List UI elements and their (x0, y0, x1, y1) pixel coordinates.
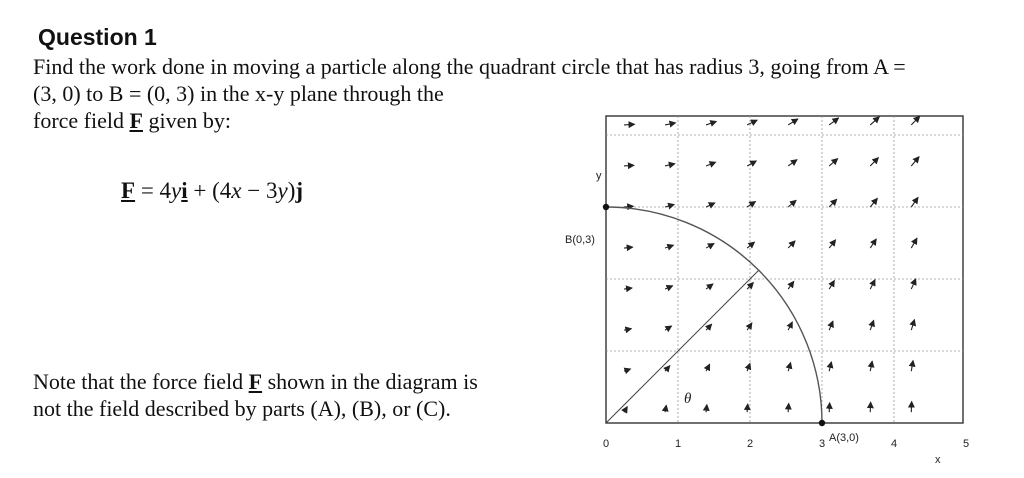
field-arrow (624, 288, 632, 289)
question-line-3-prefix: force field (33, 108, 130, 133)
formula-eq: = 4 (135, 178, 172, 203)
field-arrow (706, 244, 714, 248)
x-tick-label: 1 (675, 438, 682, 450)
field-arrow (911, 238, 917, 248)
x-tick-label: 5 (963, 438, 970, 450)
field-arrow (706, 324, 711, 330)
field-arrow (788, 403, 789, 412)
field-arrow (788, 281, 794, 289)
field-arrow (747, 404, 748, 412)
field-arrow (747, 363, 750, 371)
formula-minus: − 3 (241, 178, 278, 203)
field-arrow (829, 199, 836, 207)
field-arrow (706, 405, 707, 412)
formula-j: j (295, 178, 304, 203)
field-arrow (788, 160, 797, 166)
field-arrow (870, 239, 876, 248)
field-arrow (665, 245, 673, 248)
field-arrow (870, 361, 872, 371)
question-line-3-suffix: given by: (142, 108, 231, 133)
diagram-grid (606, 116, 963, 423)
field-arrow (911, 197, 918, 207)
field-arrow (624, 247, 633, 248)
field-arrow (624, 206, 633, 207)
point-a-label: A(3,0) (829, 432, 859, 444)
question-line-2: (3, 0) to B = (0, 3) in the x-y plane through the (33, 81, 444, 106)
field-arrow (870, 320, 873, 330)
x-tick-label: 4 (891, 438, 898, 450)
note-line-2: not the field described by parts (A), (B), or (C). (33, 396, 451, 421)
field-arrow (829, 118, 838, 125)
vector-field-arrows (624, 116, 920, 412)
note-line-1-suffix: shown in the diagram is (262, 369, 478, 394)
field-arrow (829, 159, 837, 166)
field-arrow (829, 281, 834, 290)
field-arrow (747, 242, 754, 248)
radius-line-angle (606, 270, 759, 423)
field-arrow (747, 120, 757, 125)
field-arrow (911, 361, 913, 372)
note-line-1-prefix: Note that the force field (33, 369, 249, 394)
x-axis-label: x (935, 454, 941, 466)
point-b-label: B(0,3) (565, 234, 595, 246)
formula-i: i (181, 178, 188, 203)
x-tick-label: 3 (819, 438, 826, 450)
field-arrow (911, 320, 914, 330)
field-arrow (829, 240, 835, 248)
field-arrow (665, 366, 670, 371)
note-force-symbol: F (248, 369, 263, 394)
field-arrow (665, 123, 675, 125)
diagram-geometry (603, 204, 825, 426)
question-line-1: Find the work done in moving a particle along the quadrant circle that has radius 3, going from A = (33, 54, 906, 79)
x-tick-label: 2 (747, 438, 754, 450)
field-arrow (829, 321, 833, 330)
field-arrow (624, 165, 634, 166)
field-arrow (624, 407, 627, 412)
field-arrow (624, 369, 630, 371)
field-arrow (706, 121, 716, 124)
y-axis-label: y (596, 170, 602, 182)
point-a-marker (819, 420, 825, 426)
formula-lhs: F (121, 178, 136, 203)
field-arrow (870, 280, 875, 289)
field-arrow (747, 202, 755, 207)
formula-plus: + (4 (187, 178, 232, 203)
field-arrow (788, 200, 796, 207)
field-arrow (911, 279, 915, 289)
field-arrow (706, 364, 710, 371)
theta-label: θ (684, 391, 692, 407)
formula-close: ) (287, 178, 296, 203)
formula-y1: y (171, 178, 182, 203)
question-title: Question 1 (38, 24, 157, 50)
field-arrow (870, 158, 878, 166)
field-arrow (788, 363, 790, 372)
field-arrow (788, 241, 795, 248)
formula-x: x (231, 178, 242, 203)
field-arrow (665, 164, 675, 166)
field-arrow (788, 119, 798, 125)
field-arrow (624, 124, 635, 125)
field-arrow (624, 329, 631, 330)
field-arrow (870, 198, 877, 207)
field-arrow (665, 286, 673, 289)
field-arrow (665, 405, 666, 412)
field-arrow (706, 162, 715, 166)
field-arrow (829, 362, 831, 371)
field-arrow (706, 203, 715, 207)
force-field-symbol: F (129, 108, 143, 133)
field-arrow (911, 157, 919, 166)
plot-border (606, 116, 963, 423)
field-arrow (665, 205, 674, 207)
field-arrow (706, 284, 713, 289)
field-arrow (870, 117, 879, 125)
field-arrow (911, 116, 919, 125)
formula-y2: y (277, 178, 288, 203)
field-arrow (747, 161, 756, 166)
field-arrow (747, 323, 752, 330)
field-arrow (665, 326, 671, 330)
field-arrow (788, 322, 792, 330)
point-b-marker (603, 204, 609, 210)
x-tick-label: 0 (603, 438, 610, 450)
